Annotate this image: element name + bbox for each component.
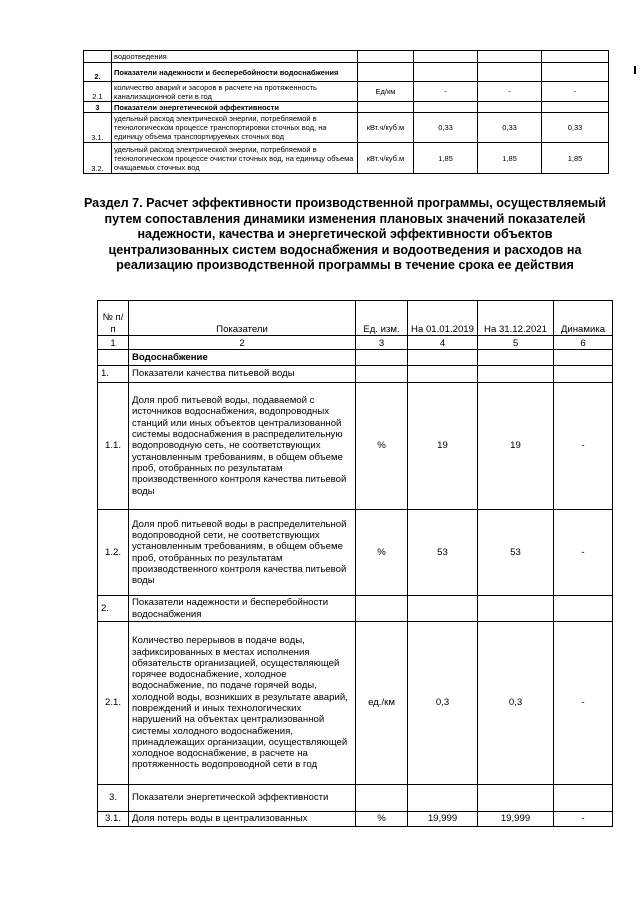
value-cell: 19 xyxy=(478,383,554,510)
value-cell: 0,33 xyxy=(478,113,542,143)
row-number: 2. xyxy=(98,596,129,622)
value-cell xyxy=(478,51,542,63)
value-cell xyxy=(478,596,554,622)
unit-cell xyxy=(356,785,408,812)
row-number xyxy=(98,350,129,366)
row-number: 3.1. xyxy=(98,812,129,827)
dynamics-cell: - xyxy=(554,510,613,596)
column-number: 3 xyxy=(356,336,408,350)
scan-edge-mark xyxy=(634,66,636,74)
row-number: 1.1. xyxy=(98,383,129,510)
indicator-name: Доля проб питьевой воды, подаваемой с источников водоснабжения, водопроводных станций или иных объектов централизованной системы водоснабжения в распределительную водопроводную сеть, не соответствующих установленным требованиям, в общем объеме проб, отобранных по результатам производственного контроля качества питьевой воды xyxy=(129,383,356,510)
dynamics-cell xyxy=(554,785,613,812)
table-row xyxy=(84,51,609,63)
value-cell xyxy=(414,51,478,63)
dynamics-cell xyxy=(554,350,613,366)
header-indicators: Показатели xyxy=(129,301,356,336)
value-cell xyxy=(478,102,542,113)
value-cell: 1,85 xyxy=(414,143,478,174)
value-cell: 0,33 xyxy=(414,113,478,143)
column-number: 1 xyxy=(98,336,129,350)
row-number: 2.1 xyxy=(84,82,112,102)
value-cell: 19 xyxy=(408,383,478,510)
table-row xyxy=(98,366,613,383)
table-row xyxy=(84,63,609,82)
indicator-name: удельный расход электрической энергии, потребляемой в технологическом процессе очистки сточных вод, на единицу объема очищаемых сточных вод xyxy=(112,143,358,174)
unit-cell: % xyxy=(356,812,408,827)
value-cell: 0,3 xyxy=(478,622,554,785)
unit-cell: кВт.ч/куб.м xyxy=(358,143,414,174)
value-cell xyxy=(408,366,478,383)
row-number: 2. xyxy=(84,63,112,82)
value-cell xyxy=(478,366,554,383)
table-row xyxy=(98,785,613,812)
row-number: 3 xyxy=(84,102,112,113)
value-cell: 1,85 xyxy=(542,143,609,174)
value-cell: 53 xyxy=(408,510,478,596)
header-number: № п/п xyxy=(98,301,129,336)
row-number: 3.1. xyxy=(84,113,112,143)
column-number: 5 xyxy=(478,336,554,350)
table-row xyxy=(98,596,613,622)
efficiency-table xyxy=(97,300,613,827)
row-number: 1.2. xyxy=(98,510,129,596)
section-heading: Раздел 7. Расчет эффективности производственной программы, осуществляемый путем сопоставления динамики изменения плановых значений показателей надежности, качества и энергетической эффективности объектов централизованных систем водоснабжения и водоотведения и расходов на реализацию производственной программы в течение срока ее действия xyxy=(83,196,607,273)
value-cell xyxy=(414,63,478,82)
value-cell xyxy=(408,596,478,622)
unit-cell: кВт.ч/куб.м xyxy=(358,113,414,143)
unit-cell xyxy=(356,596,408,622)
indicator-name: Показатели энергетической эффективности xyxy=(129,785,356,812)
unit-cell xyxy=(358,102,414,113)
indicator-name: Показатели надежности и бесперебойности водоснабжения xyxy=(129,596,356,622)
unit-cell: % xyxy=(356,383,408,510)
value-cell xyxy=(542,51,609,63)
indicator-name: удельный расход электрической энергии, потребляемой в технологическом процессе транспортировки сточных вод, на единицу объема транспортируемых сточных вод xyxy=(112,113,358,143)
header-dynamics: Динамика xyxy=(554,301,613,336)
value-cell xyxy=(542,102,609,113)
value-cell: 0,33 xyxy=(542,113,609,143)
table-row xyxy=(98,622,613,785)
table-row xyxy=(84,82,609,102)
table-row xyxy=(84,102,609,113)
indicator-name: Доля проб питьевой воды в распределительной водопроводной сети, не соответствующих установленным требованиям, в общем объеме проб, отобранных по результатам производственного контроля качества питьевой воды xyxy=(129,510,356,596)
value-cell xyxy=(478,785,554,812)
indicator-name: Количество перерывов в подаче воды, зафиксированных в местах исполнения обязательств организацией, осуществляющей горячее водоснабжение, холодное водоснабжение, по подаче горячей воды, холодной воды, возникших в результате аварий, повреждений и иных технологических нарушений на объектах централизованной системы холодного водоснабжения, принадлежащих организации, осуществляющей холодное водоснабжение, в расчете на протяженность водопроводной сети в год xyxy=(129,622,356,785)
dynamics-cell: - xyxy=(554,812,613,827)
unit-cell xyxy=(356,350,408,366)
table-row xyxy=(98,383,613,510)
unit-cell xyxy=(356,366,408,383)
value-cell: - xyxy=(414,82,478,102)
header-date-start: На 01.01.2019 xyxy=(408,301,478,336)
dynamics-cell xyxy=(554,596,613,622)
unit-cell: % xyxy=(356,510,408,596)
row-number: 3.2. xyxy=(84,143,112,174)
table-row xyxy=(98,350,613,366)
value-cell: 0,3 xyxy=(408,622,478,785)
value-cell: - xyxy=(542,82,609,102)
table-row xyxy=(84,143,609,174)
table-row xyxy=(98,510,613,596)
column-number: 2 xyxy=(129,336,356,350)
header-unit: Ед. изм. xyxy=(356,301,408,336)
indicator-name: Показатели качества питьевой воды xyxy=(129,366,356,383)
value-cell: 19,999 xyxy=(408,812,478,827)
value-cell: 19,999 xyxy=(478,812,554,827)
value-cell xyxy=(408,785,478,812)
header-date-end: На 31.12.2021 xyxy=(478,301,554,336)
indicator-name: Доля потерь воды в централизованных xyxy=(129,812,356,827)
table-row xyxy=(98,812,613,827)
row-number xyxy=(84,51,112,63)
value-cell: 1,85 xyxy=(478,143,542,174)
value-cell xyxy=(478,350,554,366)
row-number: 3. xyxy=(98,785,129,812)
indicator-name: Водоснабжение xyxy=(129,350,356,366)
value-cell xyxy=(478,63,542,82)
indicator-name: количество аварий и засоров в расчете на протяженность канализационной сети в год xyxy=(112,82,358,102)
unit-cell xyxy=(358,63,414,82)
table-row xyxy=(84,113,609,143)
indicator-name: Показатели надежности и бесперебойности водоснабжения xyxy=(112,63,358,82)
row-number: 1. xyxy=(98,366,129,383)
dynamics-cell xyxy=(554,366,613,383)
row-number: 2.1. xyxy=(98,622,129,785)
indicator-name: Показатели энергетической эффективности xyxy=(112,102,358,113)
value-cell: - xyxy=(478,82,542,102)
value-cell xyxy=(414,102,478,113)
column-number: 6 xyxy=(554,336,613,350)
top-indicators-table xyxy=(83,50,609,174)
unit-cell: ед./км xyxy=(356,622,408,785)
dynamics-cell: - xyxy=(554,622,613,785)
unit-cell: Ед/км xyxy=(358,82,414,102)
indicator-name: водоотведения xyxy=(112,51,358,63)
value-cell: 53 xyxy=(478,510,554,596)
dynamics-cell: - xyxy=(554,383,613,510)
column-number-row xyxy=(98,336,613,350)
value-cell xyxy=(542,63,609,82)
unit-cell xyxy=(358,51,414,63)
column-number: 4 xyxy=(408,336,478,350)
value-cell xyxy=(408,350,478,366)
table-header-row xyxy=(98,301,613,336)
